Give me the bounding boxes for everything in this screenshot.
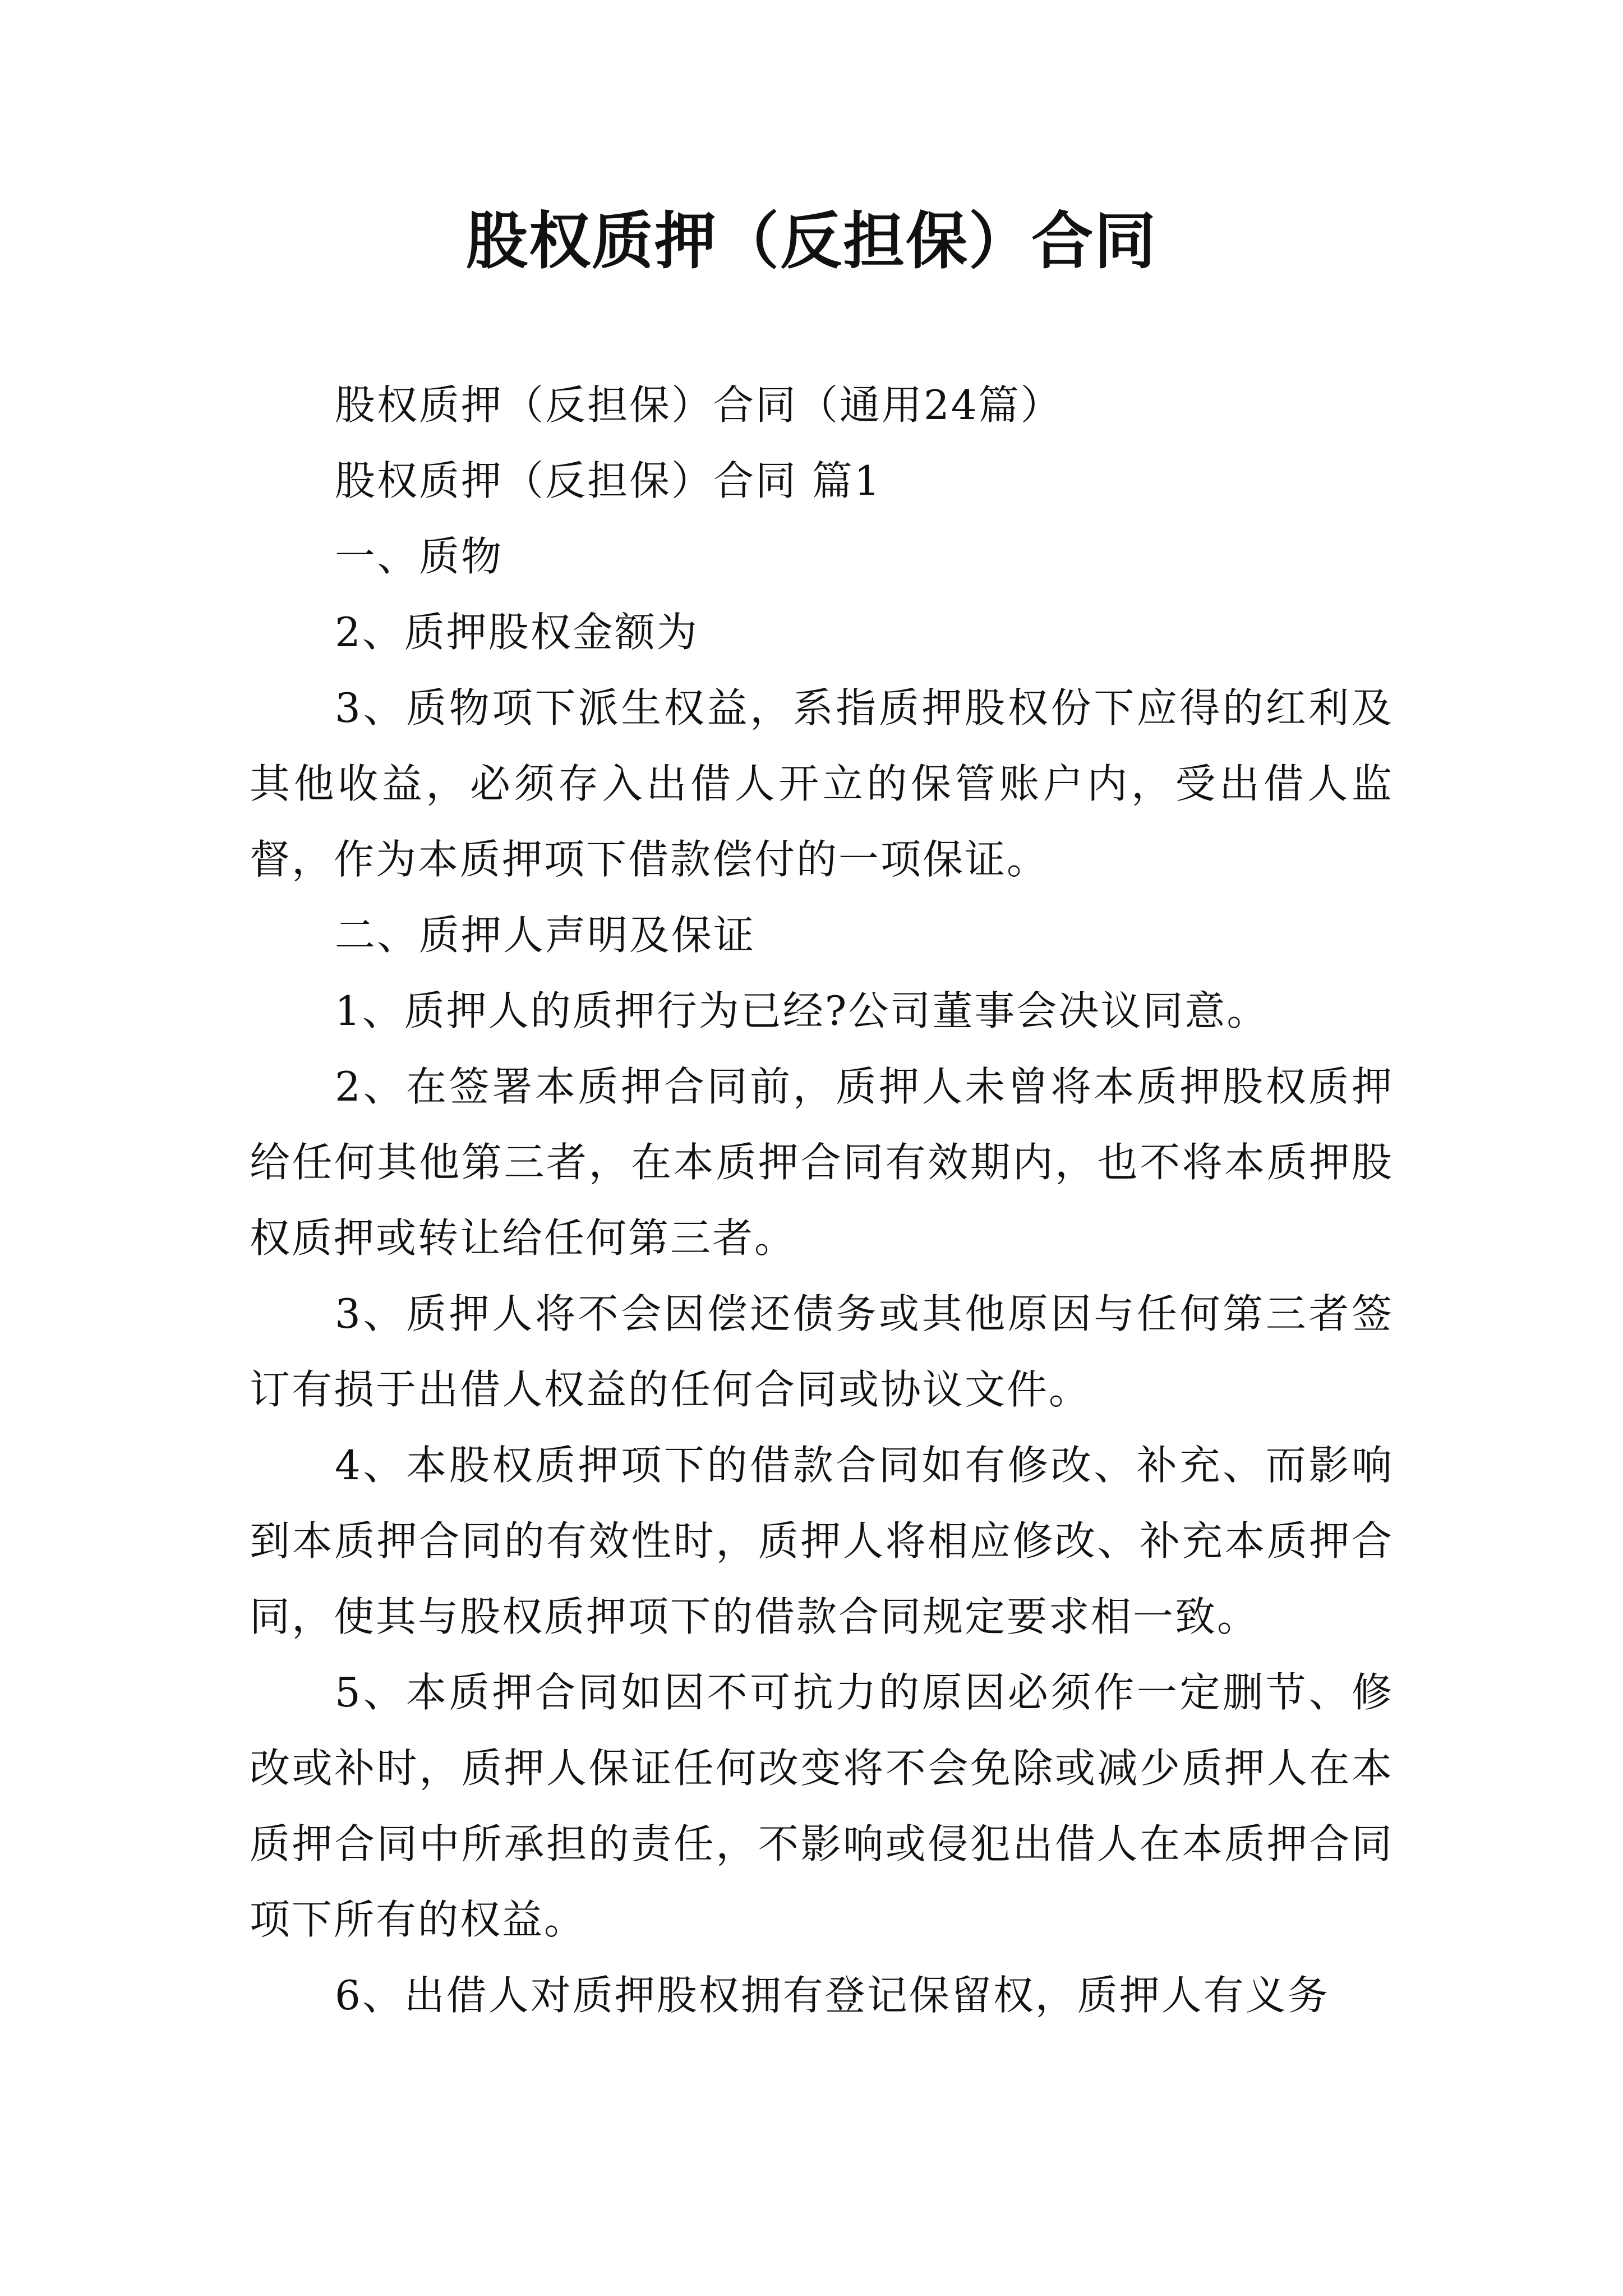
subtitle-paragraph: 股权质押（反担保）合同（通用24篇） [335,381,1063,429]
clause-paragraph: 6、出借人对质押股权拥有登记保留权，质押人有义务 [335,1972,1330,2019]
clause-paragraph: 2、质押股权金额为 [335,609,699,656]
clause-paragraph: 3、质物项下派生权益，系指质押股权份下应得的红利及其他收益，必须存入出借人开立的保管账户内，受出借人监督，作为本质押项下借款偿付的一项保证。 [250,684,1394,883]
clause-paragraph: 4、本股权质押项下的借款合同如有修改、补充、而影响到本质押合同的有效性时，质押人将相应修改、补充本质押合同，使其与股权质押项下的借款合同规定要求相一致。 [250,1442,1394,1640]
clause-paragraph: 1、质押人的质押行为已经?公司董事会决议同意。 [335,987,1269,1034]
clause-paragraph: 2、在签署本质押合同前，质押人未曾将本质押股权质押给任何其他第三者，在本质押合同有效期内，也不将本质押股权质押或转让给任何第三者。 [250,1063,1394,1262]
section-heading-pledge-object: 一、质物 [335,533,504,580]
document-body [250,367,1394,2033]
clause-paragraph: 3、质押人将不会因偿还债务或其他原因与任何第三者签订有损于出借人权益的任何合同或协议文件。 [250,1290,1394,1413]
document-title: 股权质押（反担保）合同 [466,205,1157,277]
section-heading-article-1: 股权质押（反担保）合同 篇1 [335,457,882,504]
clause-paragraph: 5、本质押合同如因不可抗力的原因必须作一定删节、修改或补时，质押人保证任何改变将不会免除或减少质押人在本质押合同中所承担的责任，不影响或侵犯出借人在本质押合同项下所有的权益。 [250,1669,1394,1943]
section-heading-declarations: 二、质押人声明及保证 [335,912,756,959]
